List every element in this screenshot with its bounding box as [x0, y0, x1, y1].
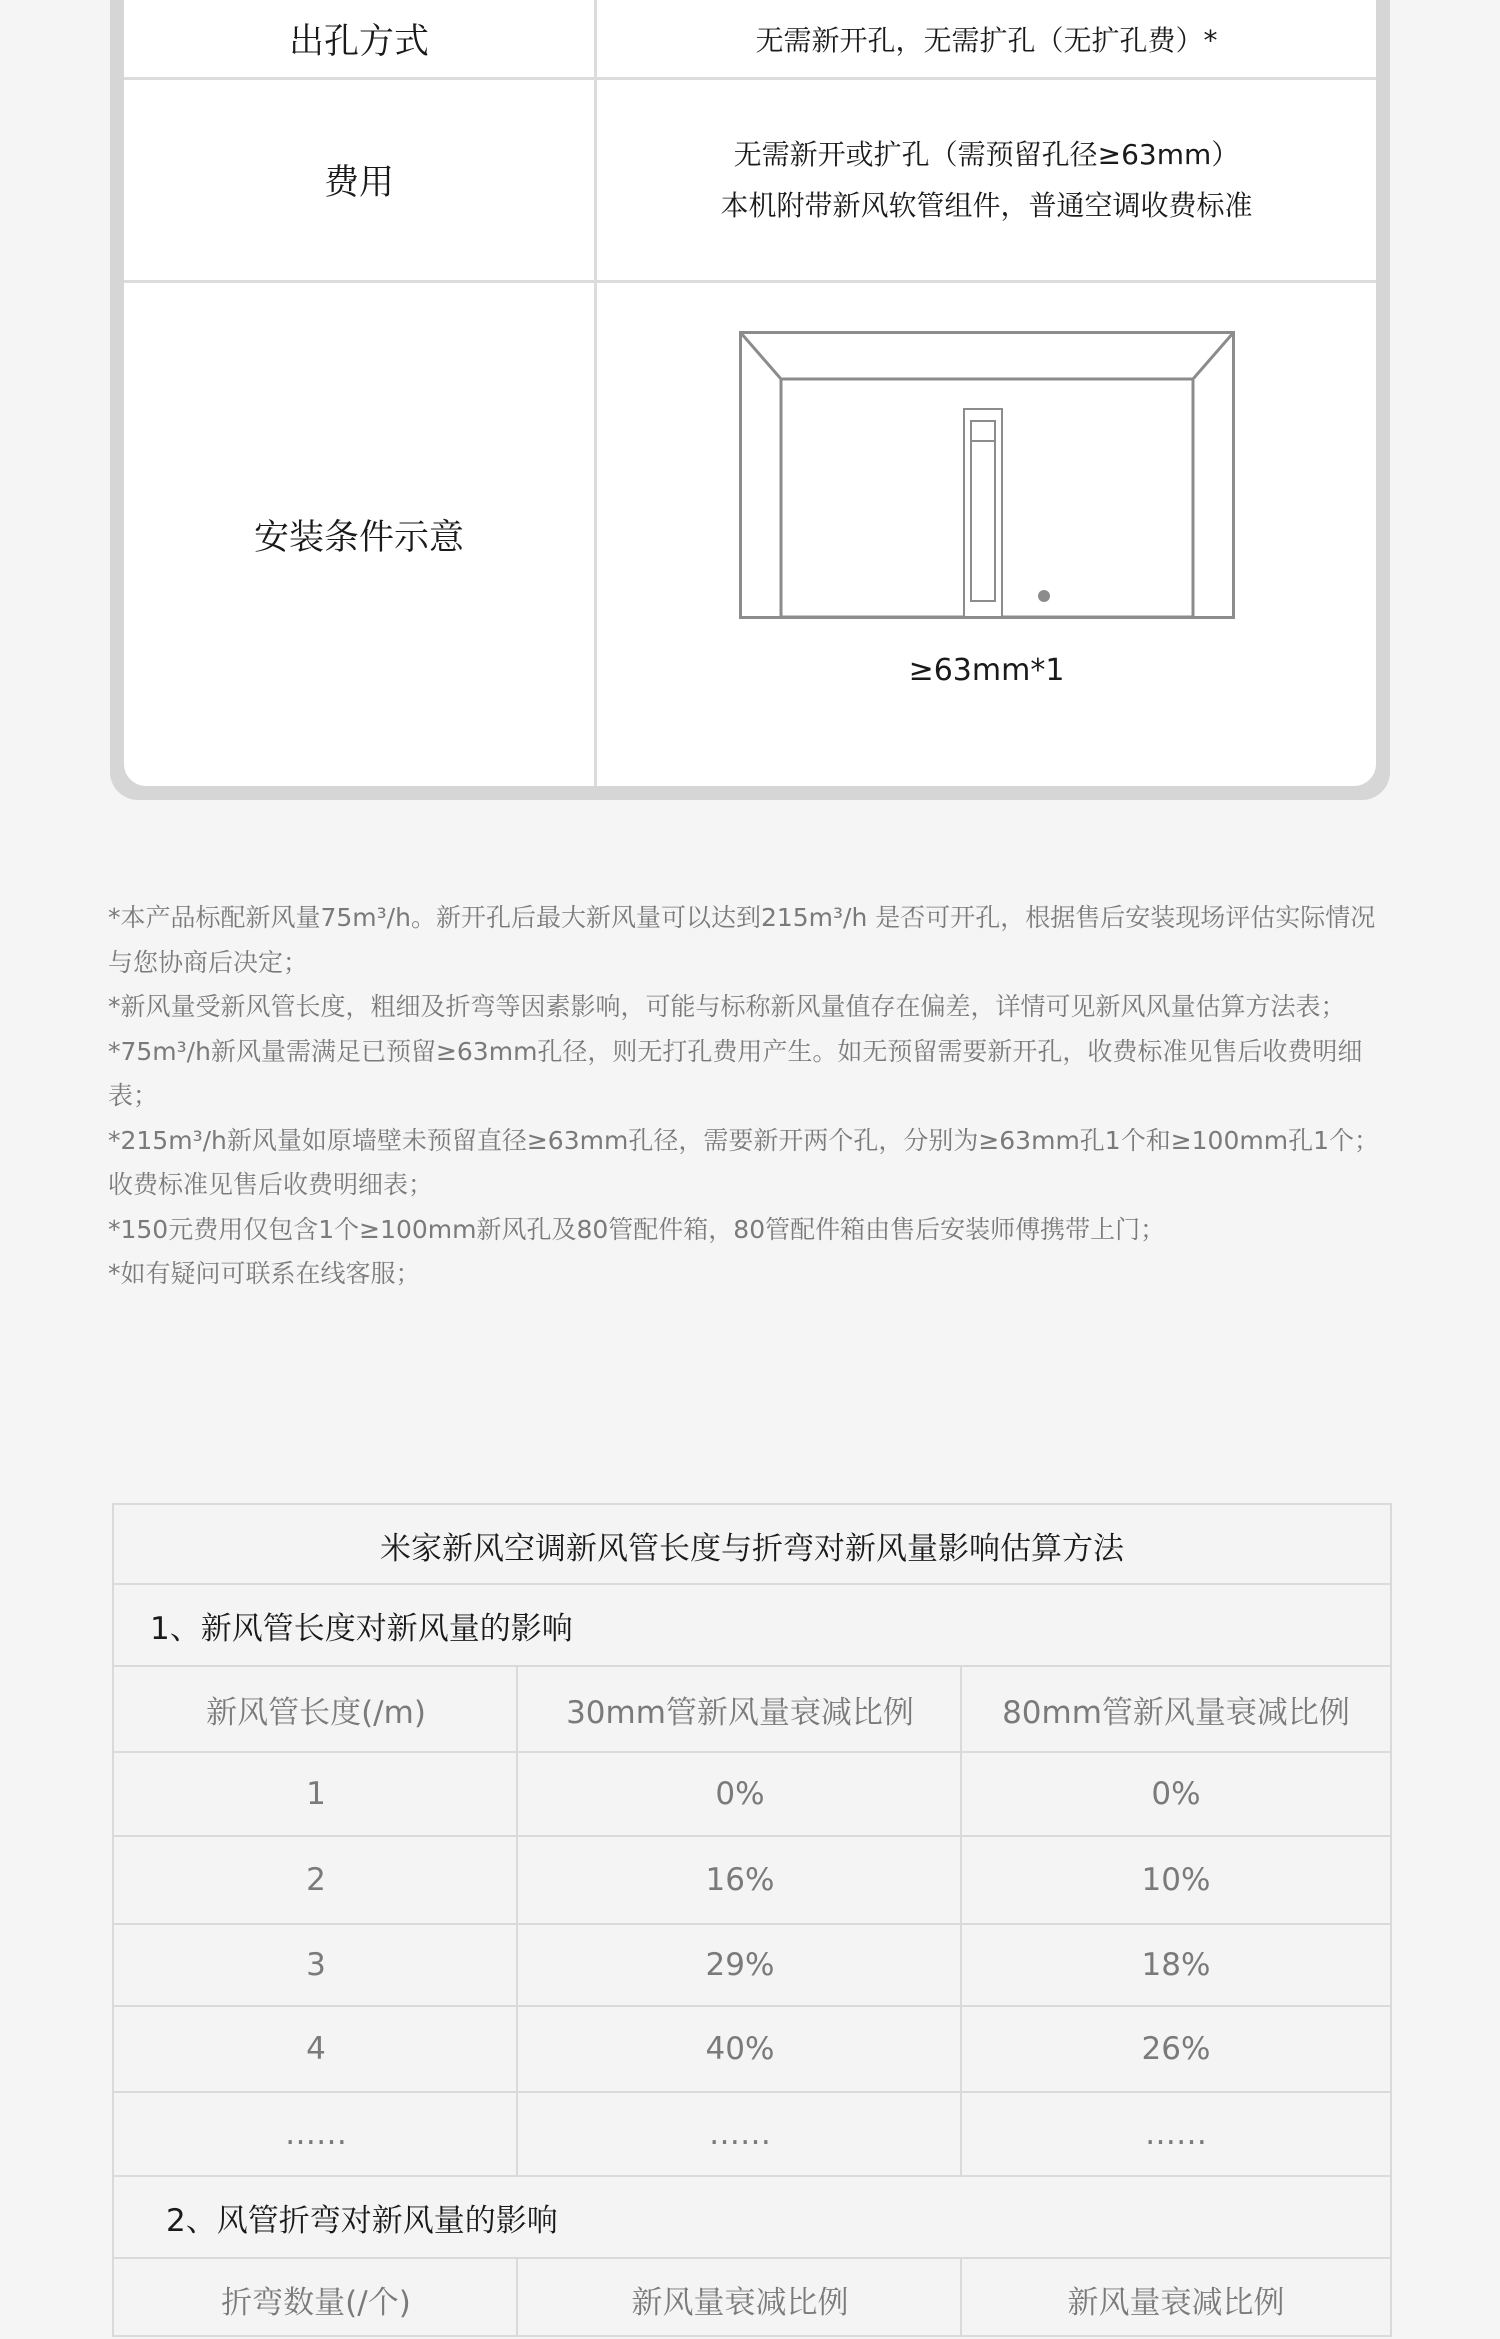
- table-cell: ……: [709, 2116, 771, 2152]
- table-row: [124, 0, 1376, 80]
- row-label: 安装条件示意: [124, 283, 597, 786]
- footnote: *如有疑问可联系在线客服；: [108, 1259, 421, 1288]
- footnote: *215m³/h新风量如原墙壁未预留直径≥63mm孔径，需要新开两个孔，分别为≥63mm孔1个和≥100mm孔1个；收费标准见售后收费明细表；: [108, 1125, 1379, 1199]
- column-header: 30mm管新风量衰减比例: [566, 1694, 914, 1731]
- wall-hole-diagram: [739, 331, 1235, 619]
- footnote: *本产品标配新风量75m³/h。新开孔后最大新风量可以达到215m³/h 是否可开孔，根据售后安装现场评估实际情况与您协商后决定；: [108, 903, 1376, 977]
- value-line: 无需新开或扩孔（需预留孔径≥63mm）: [733, 138, 1240, 171]
- table-cell: 2: [306, 1862, 326, 1898]
- footnote: *新风量受新风管长度，粗细及折弯等因素影响，可能与标称新风量值存在偏差，详情可见新风风量估算方法表；: [108, 992, 1346, 1021]
- section-heading: 2、风管折弯对新风量的影响: [166, 2202, 558, 2239]
- wall-hole-icon: [1038, 590, 1050, 602]
- table-cell: 16%: [705, 1862, 775, 1898]
- air-conditioner-icon: [964, 409, 1002, 617]
- table-cell: 0%: [1151, 1776, 1201, 1812]
- table-row: [124, 283, 1376, 786]
- table-cell: 40%: [705, 2031, 775, 2067]
- row-label: 出孔方式: [124, 0, 597, 77]
- footnotes: [108, 896, 1398, 1297]
- table-cell: ……: [1145, 2116, 1207, 2152]
- install-info-table: [124, 0, 1376, 786]
- column-header: 新风管长度(/m): [206, 1694, 426, 1731]
- row-value: [597, 80, 1376, 280]
- column-header: 新风量衰减比例: [631, 2284, 849, 2321]
- table-cell: 0%: [715, 1776, 765, 1812]
- row-value: 无需新开孔，无需扩孔（无扩孔费）*: [755, 23, 1218, 57]
- column-header: 折弯数量(/个): [221, 2284, 411, 2321]
- footnote: *150元费用仅包含1个≥100mm新风孔及80管配件箱，80管配件箱由售后安装师傅携带上门；: [108, 1214, 1166, 1244]
- table-cell: 10%: [1141, 1862, 1211, 1898]
- table-cell: 26%: [1141, 2031, 1211, 2067]
- table-cell: ……: [285, 2116, 347, 2152]
- estimate-table-title: 米家新风空调新风管长度与折弯对新风量影响估算方法: [380, 1530, 1124, 1567]
- diagram-caption: ≥63mm*1: [908, 653, 1065, 688]
- table-cell: 3: [306, 1947, 326, 1983]
- column-header: 80mm管新风量衰减比例: [1002, 1694, 1350, 1731]
- value-line: 本机附带新风软管组件，普通空调收费标准: [720, 189, 1253, 222]
- footnote: *75m³/h新风量需满足已预留≥63mm孔径，则无打孔费用产生。如无预留需要新开孔，收费标准见售后收费明细表；: [108, 1036, 1363, 1110]
- table-cell: 29%: [705, 1947, 775, 1983]
- row-label: 费用: [124, 80, 597, 280]
- column-header: 新风量衰减比例: [1067, 2284, 1285, 2321]
- table-row: [124, 80, 1376, 283]
- table-cell: 4: [306, 2031, 326, 2067]
- table-cell: 1: [306, 1776, 326, 1812]
- table-cell: 18%: [1141, 1947, 1211, 1983]
- install-diagram: [597, 283, 1376, 786]
- estimate-table: [112, 1503, 1392, 2337]
- section-heading: 1、新风管长度对新风量的影响: [150, 1610, 573, 1647]
- install-info-card: [110, 0, 1390, 800]
